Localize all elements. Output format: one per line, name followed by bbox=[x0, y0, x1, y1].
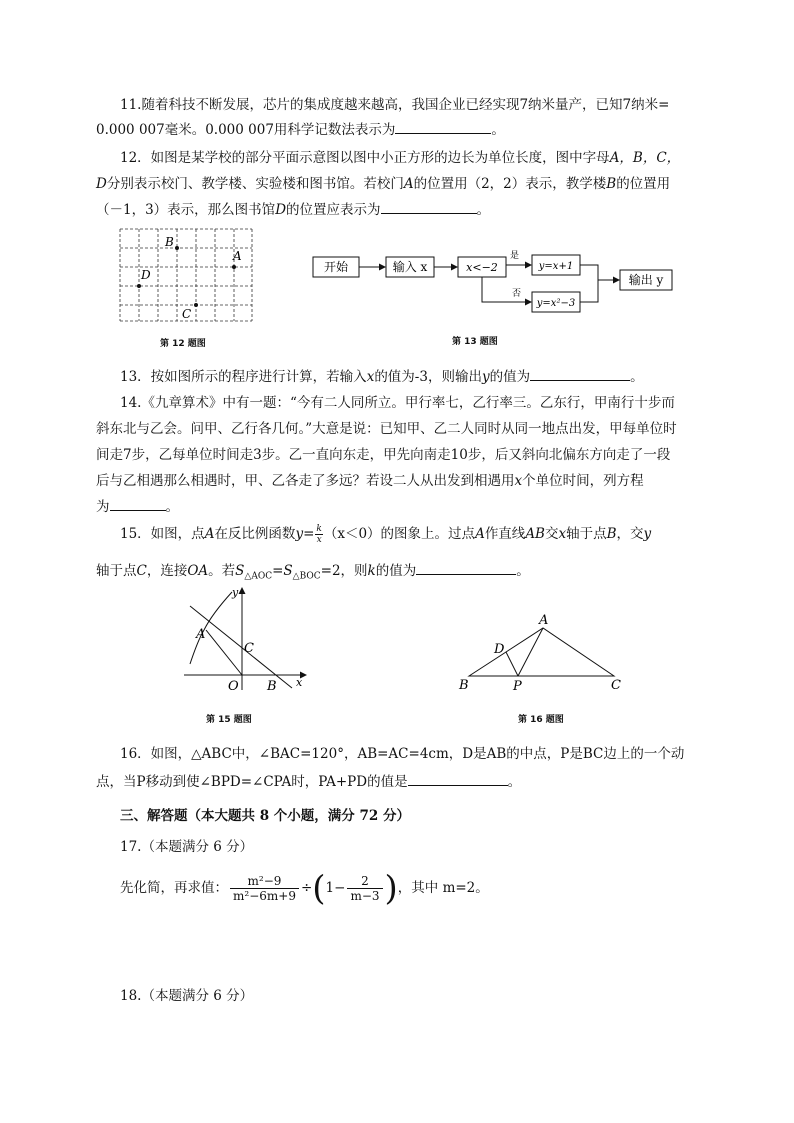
figure-13-flowchart bbox=[308, 246, 698, 318]
label-a: A bbox=[539, 614, 549, 628]
label-b: B bbox=[165, 235, 174, 249]
no-label: 否 bbox=[512, 289, 522, 299]
fraction-2: $\frac{2}{m-3}$ bbox=[347, 874, 382, 903]
label-c: C bbox=[182, 307, 192, 321]
line-ab bbox=[190, 606, 292, 688]
q18-heading: 18.（本题满分 6 分） bbox=[120, 988, 254, 1004]
q12-line1: 12．如图是某学校的部分平面示意图以图中小正方形的边长为单位长度，图中字母A，B，C， bbox=[120, 150, 681, 166]
q15-line1: 15．如图，点A在反比例函数y= $\frac{k}{x}$ （x＜0）的图象上。过点A作直线AB交x轴于点B，交y bbox=[120, 524, 652, 545]
label-c: C bbox=[244, 641, 254, 656]
formula1-label: y=x+1 bbox=[538, 261, 574, 272]
point-d bbox=[137, 284, 141, 288]
q14-line4: 后与乙相遇那么相遇时，甲、乙各走了多远？若设二人从出发到相遇用x个单位时间，列方程 bbox=[96, 473, 644, 489]
answer-blank[interactable] bbox=[110, 498, 166, 511]
label-d: D bbox=[494, 642, 505, 657]
answer-blank[interactable] bbox=[408, 773, 508, 786]
figure-13-caption: 第 13 题图 bbox=[452, 337, 498, 347]
q17-expression: 先化简，再求值： $\frac{\text{m²−9}}{\text{m²−6m+9}}$ ÷(1− $\frac{2}{m-3}$ )，其中 m=2。 bbox=[120, 868, 489, 909]
fraction-1: $\frac{\text{m²−9}}{\text{m²−6m+9}}$ bbox=[230, 874, 299, 903]
label-b: B bbox=[459, 678, 469, 693]
q14-line3: 间走7步，乙每单位时间走3步。乙一直向东走，甲先向南走10步，后又斜向北偏东方向走了一段 bbox=[96, 447, 671, 463]
label-a: A bbox=[233, 249, 242, 263]
figure-12-grid bbox=[116, 226, 256, 326]
q11-line2: 0.000 007毫米。0.000 007用科学记数法表示为 。 bbox=[96, 122, 505, 138]
label-b: B bbox=[267, 679, 277, 694]
q11-line1: 11.随着科技不断发展，芯片的集成度越来越高，我国企业已经实现7纳米量产，已知7纳米= bbox=[120, 97, 670, 113]
output-label: 输出 y bbox=[628, 273, 664, 287]
figure-15-graph bbox=[176, 582, 316, 694]
segment-oa bbox=[206, 630, 242, 675]
answer-blank[interactable] bbox=[381, 201, 477, 214]
label-x: x bbox=[296, 676, 303, 689]
label-c: C bbox=[611, 678, 621, 693]
start-label: 开始 bbox=[323, 260, 349, 274]
condition-label: x<−2 bbox=[466, 261, 498, 274]
q12-line2: D分别表示校门、教学楼、实验楼和图书馆。若校门A的位置用（2，2）表示，教学楼B的位置用 bbox=[96, 176, 671, 192]
answer-blank[interactable] bbox=[395, 121, 491, 134]
q13-line: 13．按如图所示的程序进行计算，若输入x的值为-3，则输出y的值为 。 bbox=[120, 369, 644, 385]
point-a bbox=[232, 265, 236, 269]
yes-label: 是 bbox=[510, 251, 520, 261]
segment-pd bbox=[506, 652, 518, 676]
q16-line2: 点，当P移动到使∠BPD=∠CPA时，PA+PD的值是 。 bbox=[96, 774, 522, 790]
triangle-abc bbox=[469, 628, 614, 676]
figure-16-caption: 第 16 题图 bbox=[518, 715, 564, 725]
section-3-heading: 三、解答题（本大题共 8 个小题，满分 72 分） bbox=[120, 808, 410, 824]
input-label: 输入 x bbox=[392, 260, 428, 274]
label-p: P bbox=[513, 679, 522, 694]
label-a: A bbox=[196, 627, 206, 642]
answer-blank[interactable] bbox=[530, 368, 630, 381]
segment-pa bbox=[518, 628, 543, 676]
q16-line1: 16．如图，△ABC中，∠BAC=120°，AB=AC=4cm，D是AB的中点，P是BC边上的一个动 bbox=[120, 746, 685, 762]
q12-line3: （－1，3）表示，那么图书馆D的位置应表示为 。 bbox=[96, 202, 491, 218]
k-over-x-fraction: $\frac{k}{x}$ bbox=[316, 524, 322, 545]
label-y: y bbox=[232, 586, 239, 599]
q14-line5: 为 。 bbox=[96, 499, 179, 515]
figure-15-caption: 第 15 题图 bbox=[206, 715, 252, 725]
q15-line2: 轴于点C，连接OA。若$S_{\triangle AOC}=S_{\triangle BOC}=2$，则k的值为 。 bbox=[96, 563, 530, 582]
figure-12-caption: 第 12 题图 bbox=[160, 339, 206, 349]
q14-line2: 斜东北与乙会。问甲、乙行各几何。”大意是说：已知甲、乙二人同时从同一地点出发，甲每单位时 bbox=[96, 421, 677, 437]
figure-16-triangle bbox=[454, 614, 634, 694]
q14-line1: 14.《九章算术》中有一题：“今有二人同所立。甲行率七，乙行率三。乙东行，甲南行十步而 bbox=[120, 395, 675, 411]
point-c bbox=[194, 303, 198, 307]
label-d: D bbox=[141, 268, 151, 282]
q17-heading: 17.（本题满分 6 分） bbox=[120, 839, 254, 855]
point-b bbox=[175, 246, 179, 250]
formula2-label: y=x²−3 bbox=[536, 298, 576, 309]
answer-blank[interactable] bbox=[416, 562, 516, 575]
label-o: O bbox=[228, 679, 239, 694]
